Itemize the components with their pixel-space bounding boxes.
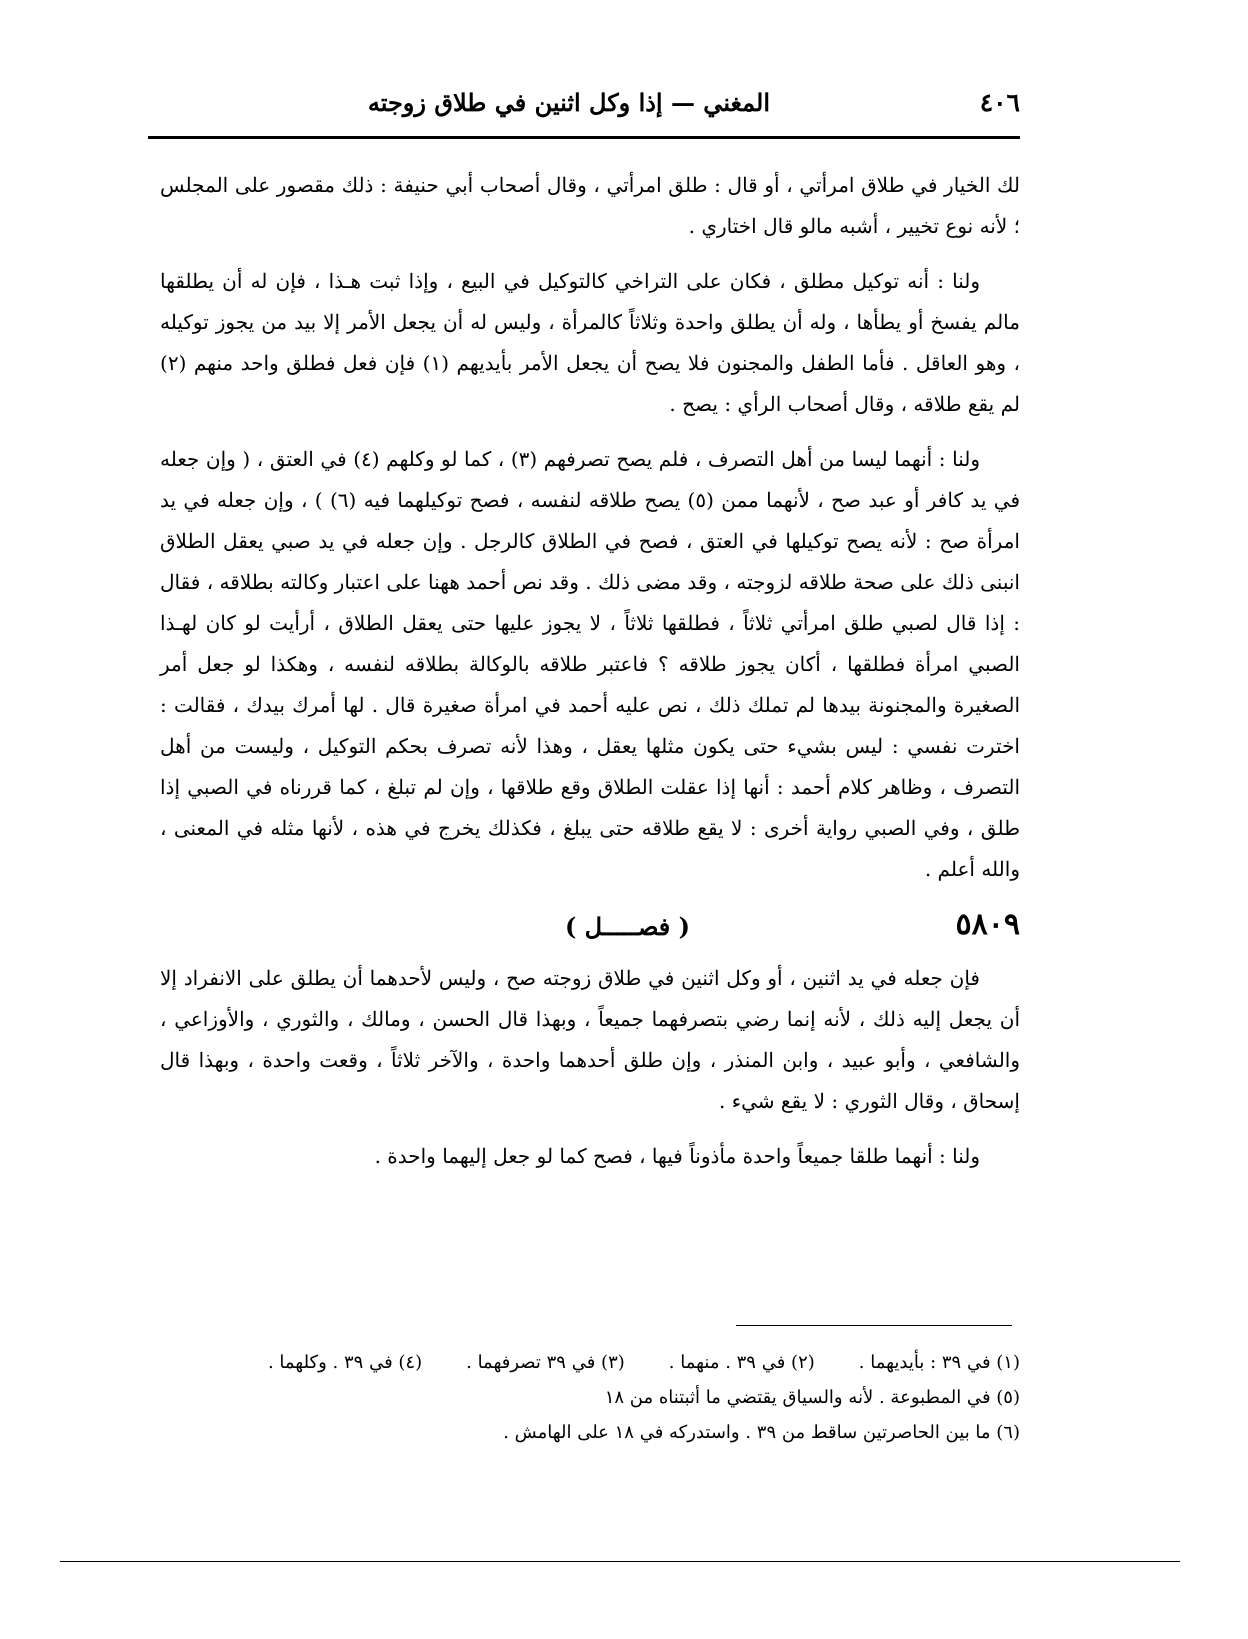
footnote: (١) في ٣٩ : بأيديهما . <box>858 1352 1020 1373</box>
running-title: المغني — إذا وكل اثنين في طلاق زوجته <box>367 88 770 117</box>
main-text <box>160 165 1020 1191</box>
footnote: (٦) ما بين الحاصرتين ساقط من ٣٩ . واستدركه في ١٨ على الهامش . <box>503 1422 1020 1443</box>
paragraph: ولنا : أنه توكيل مطلق ، فكان على التراخي كالتوكيل في البيع ، وإذا ثبت هـذا ، فإن له أن يطلقها مالم يفسخ أو يطأها ، وله أن يطلق واحدة وثلاثاً كالمرأة ، وليس له أن يجعل الأمر إلا بيد من يجوز توكيله ، وهو العاقل . فأما الطفل والمجنون فلا يصح أن يجعل الأمر بأيديهم (١) فإن فعل فطلق واحد منهم (٢) لم يقع طلاقه ، وقال أصحاب الرأي : يصح . <box>160 269 1020 416</box>
paragraph: لك الخيار في طلاق امرأتي ، أو قال : طلق امرأتي ، وقال أصحاب أبي حنيفة : ذلك مقصور على المجلس ؛ لأنه نوع تخيير ، أشبه مالو قال اختاري . <box>160 173 1020 238</box>
paragraph: ولنا : أنهما طلقا جميعاً واحدة مأذوناً فيها ، فصح كما لو جعل إليهما واحدة . <box>374 1144 980 1168</box>
footnotes <box>160 1345 1020 1450</box>
paragraph: ولنا : أنهما ليسا من أهل التصرف ، فلم يصح تصرفهم (٣) ، كما لو وكلهم (٤) في العتق ، ( وإن جعله في يد كافر أو عبد صح ، لأنهما ممن (٥) يصح طلاقه لنفسه ، فصح توكيلهما فيه (٦) ) ، وإن جعله في يد امرأة صح : لأنه يصح توكيلها في العتق ، فصح في الطلاق كالرجل . وإن جعله في يد صبي يعقل الطلاق انبنى ذلك على صحة طلاقه لزوجته ، وقد مضى ذلك . وقد نص أحمد ههنا على اعتبار وكالته بطلاقه ، فقال : إذا قال لصبي طلق امرأتي ثلاثاً ، فطلقها ثلاثاً ، لا يجوز عليها حتى يعقل الطلاق ، أرأيت لو كان لهـذا الصبي امرأة فطلقها ، أكان يجوز طلاقه ؟ فاعتبر طلاقه بالوكالة بطلاقه لنفسه ، وهكذا لو جعل أمر الصغيرة والمجنونة بيدها لم تملك ذلك ، نص عليه أحمد في امرأة صغيرة قال . لها أمرك بيدك ، فقالت : اخترت نفسي : ليس بشيء حتى يكون مثلها يعقل ، وهذا لأنه تصرف بحكم التوكيل ، وليست من أهل التصرف ، وظاهر كلام أحمد : أنها إذا عقلت الطلاق وقع طلاقها ، وإن لم تبلغ ، كما قررناه في الصبي إذا طلق ، وفي الصبي رواية أخرى : لا يقع طلاقه حتى يبلغ ، فكذلك يخرج في هذه ، لأنها مثله في المعنى ، والله أعلم . <box>160 447 1020 881</box>
footnote-row <box>160 1345 1020 1380</box>
paragraph: فإن جعله في يد اثنين ، أو وكل اثنين في طلاق زوجته صح ، وليس لأحدهما أن يطلق على الانفراد إلا أن يجعل إليه ذلك ، لأنه إنما رضي بتصرفهما جميعاً ، وبهذا قال الحسن ، ومالك ، والثوري ، والأوزاعي ، والشافعي ، وأبو عبيد ، وابن المنذر ، وإن طلق أحدهما واحدة ، والآخر ثلاثاً ، وقعت واحدة ، وبهذا قال إسحاق ، وقال الثوري : لا يقع شيء . <box>160 966 1020 1113</box>
page-header <box>148 88 1020 128</box>
footnote: (٢) في ٣٩ . منهما . <box>668 1352 815 1373</box>
bottom-rule <box>60 1561 1180 1562</box>
section-heading <box>160 904 1020 950</box>
header-rule <box>148 136 1020 139</box>
footnote: (٥) في المطبوعة . لأنه والسياق يقتضي ما أثبتناه من ١٨ <box>604 1387 1020 1408</box>
footnote-rule <box>736 1325 1012 1326</box>
footnote: (٣) في ٣٩ تصرفهما . <box>466 1352 625 1373</box>
section-number: ٥٨٠٩ <box>955 907 1020 942</box>
section-title: ( فصـــــل ) <box>564 912 690 941</box>
page-number: ٤٠٦ <box>979 88 1020 117</box>
footnote: (٤) في ٣٩ . وكلهما . <box>267 1352 423 1373</box>
